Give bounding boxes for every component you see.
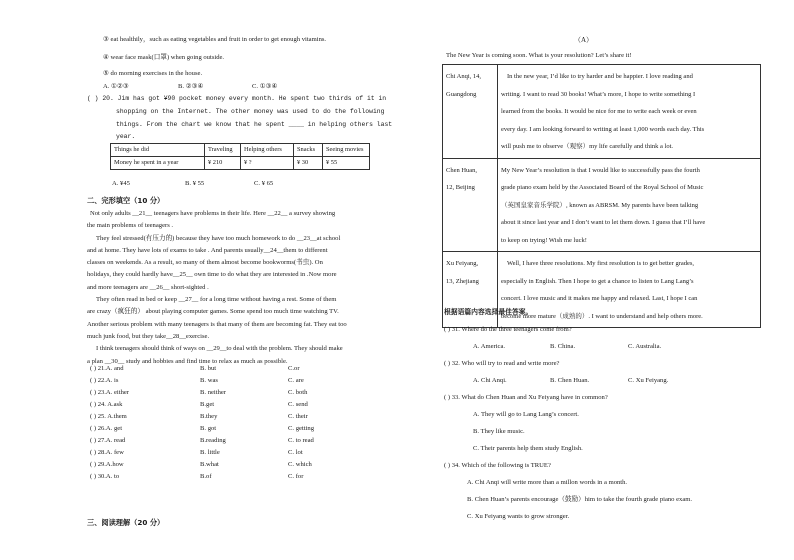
cloze-line: They often read in bed or keep __27__ for a long time without having a rest. Some of them bbox=[96, 296, 337, 304]
cloze-line: and more teenagers are __26__ short-sighted . bbox=[87, 283, 209, 291]
cloze-q21: ( ) 21.A. and bbox=[90, 365, 124, 372]
cloze-q29-c: C. which bbox=[288, 461, 312, 468]
q20-choice-a: A. ¥45 bbox=[112, 180, 130, 187]
cloze-q28-b: B. little bbox=[200, 449, 220, 456]
cloze-q25-c: C. their bbox=[288, 413, 308, 420]
cloze-q30-c: C. for bbox=[288, 473, 304, 480]
cloze-line: a plan __30__ study and hobbies and find time to relax as much as possible. bbox=[87, 357, 288, 365]
table-cell: Seeing movies bbox=[323, 144, 370, 157]
cloze-q26-c: C. getting bbox=[288, 425, 315, 432]
cloze-q26-b: B. got bbox=[200, 425, 217, 432]
q19-choice-a: A. ①②③ bbox=[103, 83, 129, 90]
q19-choice-b: B. ②③④ bbox=[178, 83, 204, 90]
question-32: ( ) 32. Who will try to read and write more? bbox=[444, 360, 560, 367]
reading-instruction: 根据语篇内容选择最佳答案。 bbox=[444, 309, 533, 316]
person-resolution: My New Year’s resolution is that I would like to successfully pass the fourth grade piano exam held by the Associated Board of the Royal School of Music （英国皇家音乐学院）, known as ABRSM. My parents have been talking about it since last year and I don’t want to let them down. I guess that I’ll have to keep on trying! Wish me luck! bbox=[498, 158, 761, 252]
option-5: ⑤ do morning exercises in the house. bbox=[103, 70, 203, 77]
cloze-line: holidays, they could hardly have__25__ own time to do what they are interested in .Now more bbox=[87, 271, 337, 279]
cloze-q27-c: C. to read bbox=[288, 437, 314, 444]
cloze-q25: ( ) 25. A.them bbox=[90, 413, 127, 420]
person-name: Chi Anqi, 14, Guangdong bbox=[443, 65, 498, 159]
table-cell: ¥ ? bbox=[241, 157, 294, 170]
cloze-q25-b: B.they bbox=[200, 413, 218, 420]
table-cell: ¥ 210 bbox=[205, 157, 241, 170]
cloze-q21-b: B. but bbox=[200, 365, 217, 372]
cloze-section-title: 二、完形填空（10 分） bbox=[87, 196, 165, 205]
q31-option-a: A. America. bbox=[473, 343, 506, 350]
spending-table-header bbox=[111, 144, 370, 157]
q31-option-b: B. China. bbox=[550, 343, 576, 350]
q32-option-b: B. Chen Huan. bbox=[550, 377, 590, 384]
cloze-q24: ( ) 24. A.ask bbox=[90, 401, 123, 408]
table-cell: Snacks bbox=[294, 144, 323, 157]
table-cell: Things he did bbox=[111, 144, 205, 157]
cloze-q23-c: C. both bbox=[288, 389, 308, 396]
cloze-q27: ( ) 27.A. read bbox=[90, 437, 126, 444]
question-31: ( ) 31. Where do the three teenagers come from? bbox=[444, 326, 572, 333]
table-cell: Helping others bbox=[241, 144, 294, 157]
cloze-line: the main problems of teenagers . bbox=[87, 222, 174, 230]
spending-table-row bbox=[111, 157, 370, 170]
person-resolution: Well, I have three resolutions. My first resolution is to get better grades, especially in English. Then I hope to get a chance to listen to Lang Lang’s concert. I love music and it makes me happy and relaxed. Last, I hope I can become more mature（成熟的）. I want to understand and help others more. bbox=[498, 252, 761, 328]
cloze-passage bbox=[87, 208, 347, 368]
cloze-line: Another serious problem with many teenagers is that many of them are becoming fat. They eat too bbox=[87, 320, 347, 328]
cloze-line: Not only adults __21__ teenagers have problems in their life. Here __22__ a survey showing bbox=[90, 210, 336, 217]
q20-line-2: shopping on the Internet. The other money was used to do the following bbox=[116, 108, 385, 115]
spending-table bbox=[110, 143, 370, 170]
cloze-q27-b: B.reading bbox=[200, 437, 226, 444]
resolution-table bbox=[442, 64, 761, 328]
q32-option-a: A. Chi Anqi. bbox=[473, 377, 507, 384]
q19-choice-c: C. ①③④ bbox=[252, 83, 278, 90]
section-label-a: （A） bbox=[574, 36, 594, 44]
question-34: ( ) 34. Which of the following is TRUE? bbox=[444, 462, 551, 469]
cloze-q24-c: C. send bbox=[288, 401, 308, 408]
q33-option-a: A. They will go to Lang Lang’s concert. bbox=[473, 411, 579, 418]
cloze-q22: ( ) 22.A. is bbox=[90, 377, 119, 384]
cloze-line: They feel stressed(有压力的) because they have too much homework to do __23__at school bbox=[96, 234, 341, 242]
q20-choice-b: B. ¥ 55 bbox=[185, 180, 205, 187]
person-resolution: In the new year, I’d like to try harder and be happier. I love reading and writing. I want to read 30 books! What’s more, I hope to write something I learned from the books. It would be nice for me to write each week or even every day. I am looking forward to writing at least 1,000 words each day. This will push me to observe（观察）my life carefully and think a lot. bbox=[498, 65, 761, 159]
cloze-q30-b: B.of bbox=[200, 473, 212, 480]
cloze-q28: ( ) 28.A. few bbox=[90, 449, 124, 456]
cloze-q28-c: C. lot bbox=[288, 449, 303, 456]
q32-option-c: C. Xu Feiyang. bbox=[628, 377, 669, 384]
q34-option-a: A. Chi Anqi will write more than a millon words in a month. bbox=[467, 479, 628, 486]
option-3: ③ eat healthily，such as eating vegetables and fruit in order to get enough vitamins. bbox=[103, 36, 327, 43]
cloze-q24-b: B.get bbox=[200, 401, 215, 408]
table-cell: Traveling bbox=[205, 144, 241, 157]
q20-choice-c: C. ¥ 65 bbox=[254, 180, 274, 187]
reading-section-title: 三、阅读理解（20 分） bbox=[87, 518, 165, 527]
cloze-line: are crazy（疯狂的） about playing computer games. Some spend too much time watching TV. bbox=[87, 308, 339, 316]
option-4: ④ wear face mask(口罩) when going outside. bbox=[103, 54, 225, 61]
cloze-q22-b: B. was bbox=[200, 377, 218, 384]
cloze-line: I think teenagers should think of ways on __29__to deal with the problem. They should make bbox=[96, 345, 343, 353]
cloze-q23: ( ) 23.A. either bbox=[90, 389, 129, 396]
table-cell: Money he spent in a year bbox=[111, 157, 205, 170]
table-cell: ¥ 55 bbox=[323, 157, 370, 170]
cloze-q29-b: B.what bbox=[200, 461, 219, 468]
person-row bbox=[443, 65, 761, 159]
cloze-line: classes on weekends. As a result, so many of them almost become bookworms(书虫). On bbox=[87, 259, 323, 267]
cloze-q21-c: C.or bbox=[288, 365, 300, 372]
q20-line-3: things. From the chart we know that he spent ____ in helping others last bbox=[116, 121, 393, 128]
q33-option-b: B. They like music. bbox=[473, 428, 525, 435]
q34-option-c: C. Xu Feiyang wants to grow stronger. bbox=[467, 513, 570, 520]
cloze-q29: ( ) 29.A.how bbox=[90, 461, 124, 468]
q33-option-c: C. Their parents help them study English. bbox=[473, 445, 583, 452]
q31-option-c: C. Australia. bbox=[628, 343, 662, 350]
person-name: Xu Feiyang, 13, Zhejiang bbox=[443, 252, 498, 328]
q34-option-b: B. Chen Huan’s parents encourage（鼓励）him to take the fourth grade piano exam. bbox=[467, 496, 693, 503]
person-row bbox=[443, 158, 761, 252]
cloze-line: and at home. They have lots of exams to take . And parents usually__24__them to different bbox=[87, 246, 328, 254]
cloze-q30: ( ) 30.A. to bbox=[90, 473, 120, 480]
q20-line-4: year. bbox=[116, 133, 136, 140]
cloze-q22-c: C. are bbox=[288, 377, 304, 384]
q20-line-1: ( ) 20. Jim has got ¥90 pocket money every month. He spent two thirds of it in bbox=[87, 95, 387, 102]
cloze-q23-b: B. neither bbox=[200, 389, 227, 396]
table-cell: ¥ 30 bbox=[294, 157, 323, 170]
question-33: ( ) 33. What do Chen Huan and Xu Feiyang have in common? bbox=[444, 394, 608, 401]
intro-text: The New Year is coming soon. What is your resolution? Let’s share it! bbox=[446, 52, 632, 59]
cloze-q26: ( ) 26.A. get bbox=[90, 425, 123, 432]
cloze-line: much junk food, but they take__28__exercise. bbox=[87, 332, 210, 340]
person-name: Chen Huan, 12, Beijing bbox=[443, 158, 498, 252]
